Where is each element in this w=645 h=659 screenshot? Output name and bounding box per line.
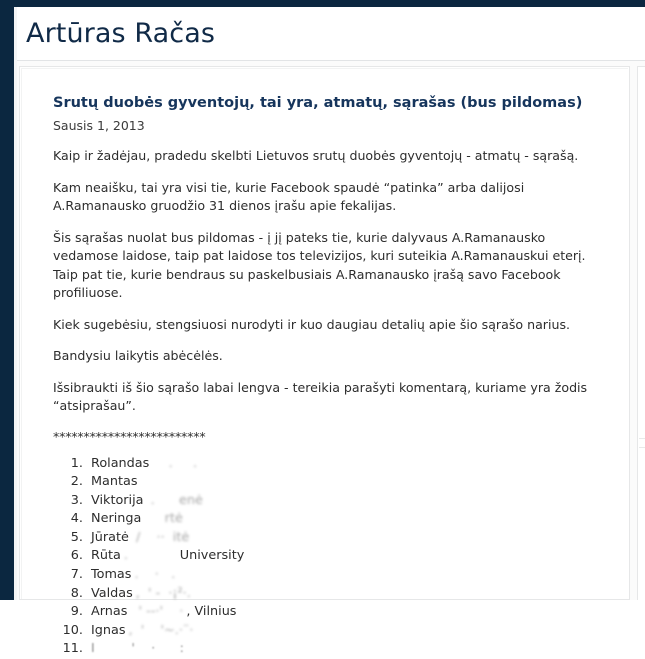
- sidebar-widget: [639, 447, 645, 601]
- list-item-redacted-surname: rtė: [144, 510, 183, 529]
- list-item: [87, 585, 608, 604]
- post-paragraph: Bandysiu laikytis abėcėlės.: [53, 347, 608, 366]
- list-item-redacted-surname: / ·· itė: [132, 529, 189, 548]
- site-header: [17, 7, 645, 60]
- browser-chrome-top-bar: [0, 0, 645, 7]
- list-item: [87, 455, 608, 474]
- list-item-suffix: University: [180, 548, 245, 563]
- list-item-suffix: , Vilnius: [186, 604, 236, 619]
- site-title[interactable]: Artūras Račas: [26, 18, 215, 49]
- list-item-given-name: Mantas: [91, 474, 138, 489]
- list-item: [87, 640, 608, 659]
- browser-chrome-left-bar: [0, 0, 14, 600]
- list-item-redacted-surname: . · .: [134, 566, 175, 585]
- list-item-given-name: Rolandas: [91, 456, 149, 471]
- blog-post: [53, 94, 608, 659]
- sidebar-widget: [639, 67, 645, 439]
- list-item-given-name: Arnas: [91, 604, 127, 619]
- list-item-redacted-surname: .: [124, 547, 177, 566]
- list-item-redacted-surname: , ' '~.·¨·: [129, 622, 194, 641]
- list-item: [87, 492, 608, 511]
- list-item-redacted-surname: . .: [152, 455, 197, 474]
- list-item: [87, 547, 608, 566]
- list-item-given-name: Neringa: [91, 511, 141, 526]
- numbered-name-list: [53, 455, 608, 659]
- post-separator: *************************: [53, 429, 608, 445]
- list-item-given-name: Jūratė: [91, 530, 129, 545]
- list-item-given-name: Ignas: [91, 623, 126, 638]
- list-item: [87, 566, 608, 585]
- list-item: [87, 622, 608, 641]
- sidebar-panel: [637, 66, 645, 600]
- list-item-given-name: Valdas: [91, 586, 133, 601]
- post-paragraph: Šis sąrašas nuolat bus pildomas - į jį pateks tie, kurie dalyvaus A.Ramanausko vedamose laidose, taip pat laidose tos televizijos, kuri suteikia A.Ramanauskui eterį. Taip pat tie, kurie bendraus su paskelbusiais A.Ramanausko įrašą savo Facebook profiliuose.: [53, 229, 608, 303]
- content-area: [17, 61, 645, 600]
- post-title: Srutų duobės gyventojų, tai yra, atmatų, sąrašas (bus pildomas): [53, 94, 608, 112]
- list-item: [87, 473, 608, 492]
- list-item: [87, 510, 608, 529]
- article-card: [19, 66, 630, 600]
- list-item-redacted-surname: , ' - ·¡²·.: [136, 585, 191, 604]
- post-date: Sausis 1, 2013: [53, 118, 608, 134]
- post-paragraph: Išsibraukti iš šio sąrašo labai lengva - tereikia parašyti komentarą, kuriame yra žodis “atsiprašau”.: [53, 379, 608, 416]
- list-item-redacted-surname: ' --·' ·: [130, 603, 183, 622]
- list-item-given-name: Viktorija: [91, 493, 144, 508]
- list-item-given-name: Rūta: [91, 548, 121, 563]
- list-item: [87, 603, 608, 622]
- list-item-given-name: Tomas: [91, 567, 131, 582]
- post-paragraph: Kaip ir žadėjau, pradedu skelbti Lietuvos srutų duobės gyventojų - atmatų - sąrašą.: [53, 147, 608, 166]
- list-item-given-name: I ' · :: [91, 641, 184, 656]
- list-item-redacted-surname: . enė: [147, 492, 203, 511]
- post-paragraph: Kiek sugebėsiu, stengsiuosi nurodyti ir kuo daugiau detalių apie šio sąrašo narius.: [53, 316, 608, 335]
- article-card-inner: [21, 68, 628, 599]
- post-paragraph: Kam neaišku, tai yra visi tie, kurie Facebook spaudė “patinka” arba dalijosi A.Ramanausko gruodžio 31 dienos įrašu apie fekalijas.: [53, 179, 608, 216]
- list-item: [87, 529, 608, 548]
